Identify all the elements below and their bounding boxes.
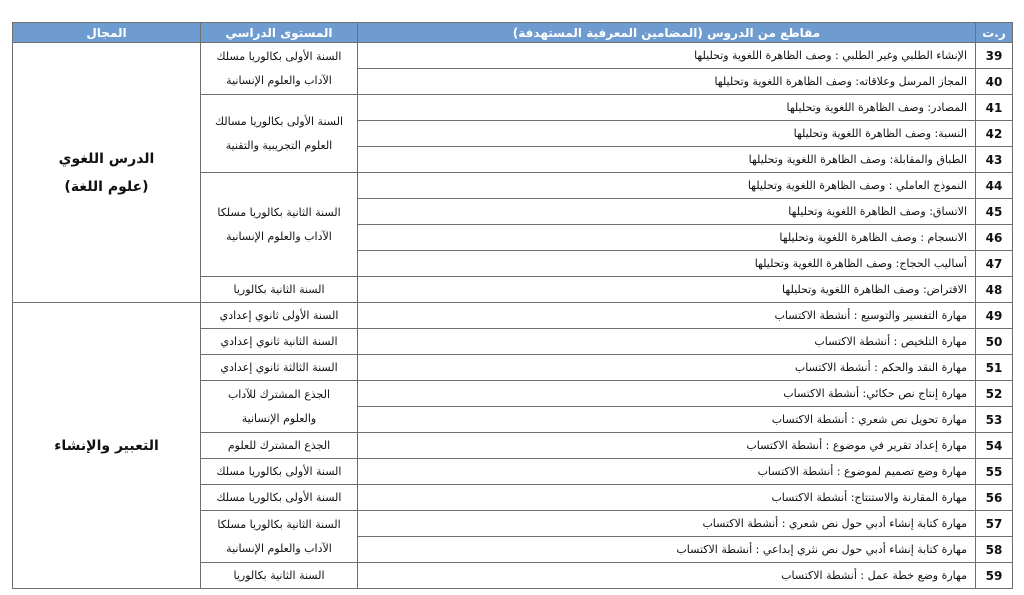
row-number: 55: [976, 459, 1013, 485]
study-level-line: السنة الأولى بكالوريا مسالك: [214, 114, 343, 128]
study-level-line: العلوم التجريبية والتقنية: [225, 138, 333, 152]
lesson-content: مهارة كتابة إنشاء أدبي حول نص نثري إبداعي : أنشطة الاكتساب: [358, 537, 976, 563]
study-level: [201, 511, 358, 563]
lesson-content: مهارة تحويل نص شعري : أنشطة الاكتساب: [358, 407, 976, 433]
study-level: [201, 381, 358, 433]
lesson-content: الطباق والمقابلة: وصف الظاهرة اللغوية وتحليلها: [358, 147, 976, 173]
study-level-line: السنة الأولى ثانوي إعدادي: [219, 308, 339, 322]
table-header-row: [13, 23, 1013, 43]
study-level-line: السنة الأولى بكالوريا مسلك: [216, 464, 342, 478]
row-number: 53: [976, 407, 1013, 433]
study-level-line: السنة الثانية بكالوريا مسلكا: [217, 517, 341, 531]
study-level-line: السنة الثالثة ثانوي إعدادي: [220, 360, 338, 374]
row-number: 46: [976, 225, 1013, 251]
lesson-content: المجاز المرسل وعلاقاته: وصف الظاهرة اللغوية وتحليلها: [358, 69, 976, 95]
study-level: [201, 355, 358, 381]
lesson-content: المصادر: وصف الظاهرة اللغوية وتحليلها: [358, 95, 976, 121]
study-level: [201, 303, 358, 329]
study-level: [201, 459, 358, 485]
study-level: [201, 277, 358, 303]
study-level: [201, 95, 358, 173]
row-number: 59: [976, 563, 1013, 589]
lesson-content: مهارة وضع خطة عمل : أنشطة الاكتساب: [358, 563, 976, 589]
lesson-content: الاتساق: وصف الظاهرة اللغوية وتحليلها: [358, 199, 976, 225]
row-number: 48: [976, 277, 1013, 303]
lesson-content: الانسجام : وصف الظاهرة اللغوية وتحليلها: [358, 225, 976, 251]
lesson-content: الاقتراض: وصف الظاهرة اللغوية وتحليلها: [358, 277, 976, 303]
domain-title: الدرس اللغوي: [58, 150, 155, 167]
curriculum-table: [12, 22, 1013, 589]
study-level-line: السنة الثانية بكالوريا مسلكا: [217, 205, 341, 219]
lesson-content: مهارة المقارنة والاستنتاج: أنشطة الاكتساب: [358, 485, 976, 511]
lesson-content: أساليب الحجاج: وصف الظاهرة اللغوية وتحليلها: [358, 251, 976, 277]
study-level-line: السنة الثانية بكالوريا: [233, 568, 325, 582]
lesson-content: مهارة التفسير والتوسيع : أنشطة الاكتساب: [358, 303, 976, 329]
domain-subtitle: (علوم اللغة): [64, 178, 149, 195]
row-number: 50: [976, 329, 1013, 355]
lesson-content: النموذج العاملي : وصف الظاهرة اللغوية وتحليلها: [358, 173, 976, 199]
lesson-content: مهارة إعداد تقرير في موضوع : أنشطة الاكتساب: [358, 433, 976, 459]
row-number: 40: [976, 69, 1013, 95]
table-row: [13, 303, 1013, 329]
lesson-content: مهارة التلخيص : أنشطة الاكتساب: [358, 329, 976, 355]
study-level-line: الآداب والعلوم الإنسانية: [226, 229, 332, 243]
row-number: 52: [976, 381, 1013, 407]
row-number: 44: [976, 173, 1013, 199]
lesson-content: مهارة النقد والحكم : أنشطة الاكتساب: [358, 355, 976, 381]
row-number: 51: [976, 355, 1013, 381]
study-level-line: والعلوم الإنسانية: [241, 411, 317, 425]
header-domain: المجال: [13, 23, 201, 43]
study-level: [201, 329, 358, 355]
row-number: 47: [976, 251, 1013, 277]
row-number: 58: [976, 537, 1013, 563]
lesson-content: مهارة وضع تصميم لموضوع : أنشطة الاكتساب: [358, 459, 976, 485]
row-number: 57: [976, 511, 1013, 537]
row-number: 54: [976, 433, 1013, 459]
row-number: 42: [976, 121, 1013, 147]
study-level-line: السنة الثانية ثانوي إعدادي: [220, 334, 338, 348]
domain-title: التعبير والإنشاء: [54, 437, 159, 454]
row-number: 45: [976, 199, 1013, 225]
header-number: ر.ت: [976, 23, 1013, 43]
study-level-line: الآداب والعلوم الإنسانية: [226, 541, 332, 555]
study-level: [201, 485, 358, 511]
row-number: 39: [976, 43, 1013, 69]
header-lesson-content: مقاطع من الدروس (المضامين المعرفية المستهدفة): [358, 23, 976, 43]
table-row: [13, 43, 1013, 69]
study-level-line: الجذع المشترك للعلوم: [227, 438, 331, 452]
row-number: 43: [976, 147, 1013, 173]
study-level-line: السنة الأولى بكالوريا مسلك: [216, 490, 342, 504]
study-level-line: الآداب والعلوم الإنسانية: [226, 73, 332, 87]
domain-cell: [13, 303, 201, 589]
lesson-content: مهارة إنتاج نص حكائي: أنشطة الاكتساب: [358, 381, 976, 407]
study-level: [201, 563, 358, 589]
study-level: [201, 433, 358, 459]
study-level: [201, 43, 358, 95]
row-number: 41: [976, 95, 1013, 121]
row-number: 56: [976, 485, 1013, 511]
study-level-line: الجذع المشترك للآداب: [227, 387, 331, 401]
study-level: [201, 173, 358, 277]
lesson-content: الإنشاء الطلبي وغير الطلبي : وصف الظاهرة اللغوية وتحليلها: [358, 43, 976, 69]
lesson-content: مهارة كتابة إنشاء أدبي حول نص شعري : أنشطة الاكتساب: [358, 511, 976, 537]
study-level-line: السنة الثانية بكالوريا: [233, 282, 325, 296]
row-number: 49: [976, 303, 1013, 329]
domain-cell: [13, 43, 201, 303]
lesson-content: النسبة: وصف الظاهرة اللغوية وتحليلها: [358, 121, 976, 147]
header-study-level: المستوى الدراسي: [201, 23, 358, 43]
study-level-line: السنة الأولى بكالوريا مسلك: [216, 49, 342, 63]
